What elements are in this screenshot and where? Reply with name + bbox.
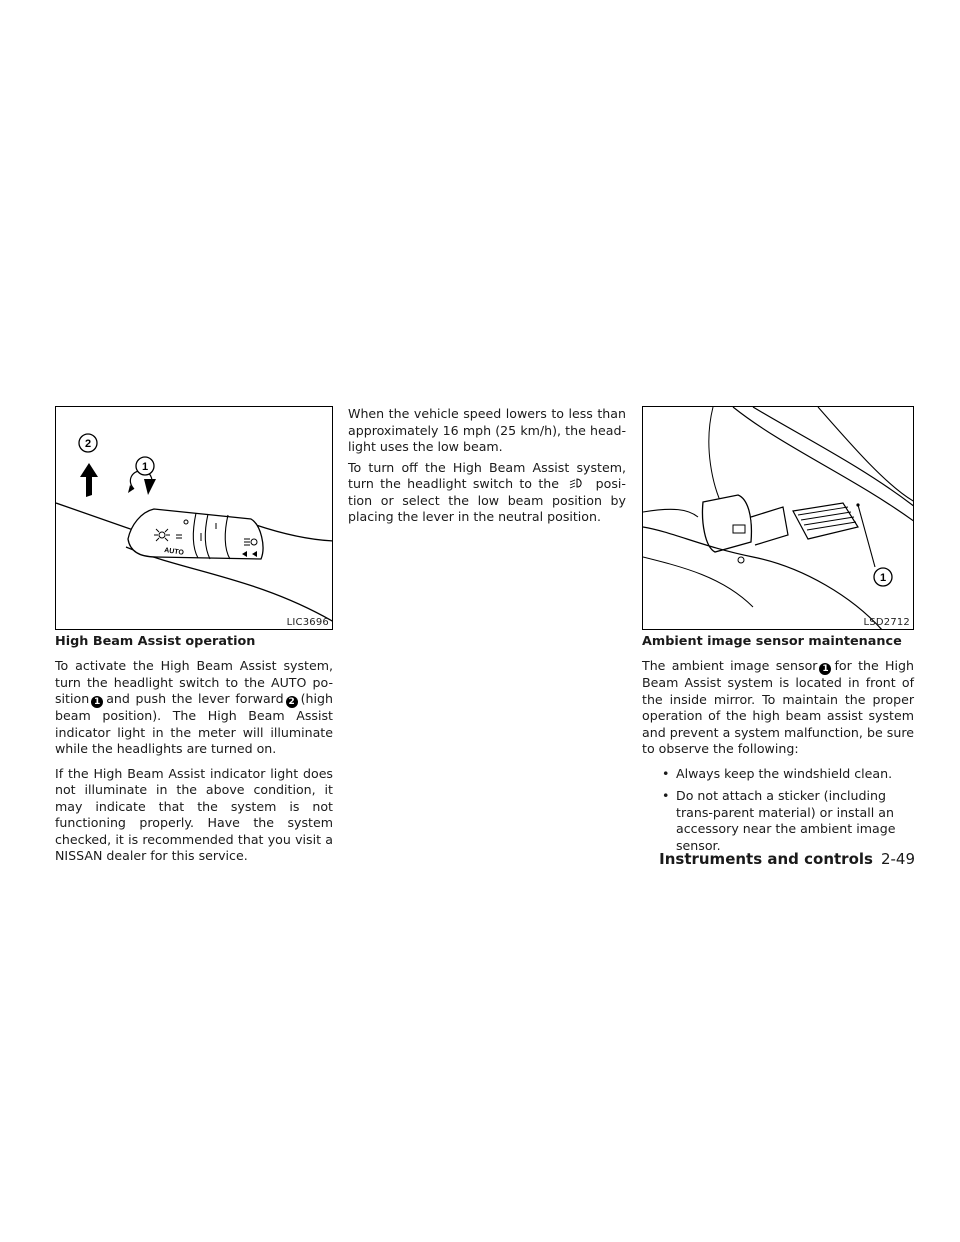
section-heading: High Beam Assist operation	[55, 634, 256, 649]
callout-1: 1	[879, 572, 887, 584]
callout-1: 1	[141, 461, 149, 473]
paragraph: To turn off the High Beam Assist system, turn the headlight switch to the posi-tion or select the low beam position by placing the lever in the neutral position.	[348, 459, 626, 524]
column-middle	[348, 406, 626, 534]
paragraph: When the vehicle speed lowers to less than approximately 16 mph (25 km/h), the head-light uses the low beam.	[348, 406, 626, 454]
paragraph: To activate the High Beam Assist system, turn the headlight switch to the AUTO po-sition 1 and push the lever forward 2 (high beam position). The High Beam Assist indicator light in the meter will illuminate while the headlights are turned on.	[55, 658, 333, 756]
column-right	[642, 634, 914, 860]
callout-1-inline: 1	[91, 696, 103, 708]
maintenance-list	[642, 766, 914, 855]
low-beam-icon	[565, 477, 589, 489]
column-left	[55, 634, 333, 873]
callout-1-inline: 1	[819, 663, 831, 675]
figure-code: LIC3696	[286, 617, 329, 628]
section-title: Instruments and controls	[659, 850, 873, 868]
section-heading: Ambient image sensor maintenance	[642, 634, 902, 649]
ambient-sensor-illustration	[643, 407, 914, 630]
headlight-lever-illustration	[56, 407, 333, 630]
paragraph: The ambient image sensor 1 for the High Beam Assist system is located in front of the inside mirror. To maintain the proper operation of the high beam assist system and prevent a system malfunction, be sure to observe the following:	[642, 658, 914, 756]
figure-ambient-sensor	[642, 406, 914, 630]
figure-headlight-lever	[55, 406, 333, 630]
list-item: • Do not attach a sticker (including trans-parent material) or install an accessory near the ambient image sensor.	[662, 788, 914, 854]
callout-2: 2	[84, 438, 92, 450]
page-number: 2-49	[880, 850, 915, 868]
callout-2-inline: 2	[286, 696, 298, 708]
auto-label: AUTO	[163, 547, 185, 557]
figure-code: LSD2712	[863, 617, 910, 628]
page-footer	[659, 850, 915, 868]
list-item: • Always keep the windshield clean.	[662, 766, 914, 783]
paragraph: If the High Beam Assist indicator light does not illuminate in the above condition, it may indicate that the system is not functioning properly. Have the system checked, it is recommended that you visit a NISSAN dealer for this service.	[55, 765, 333, 863]
